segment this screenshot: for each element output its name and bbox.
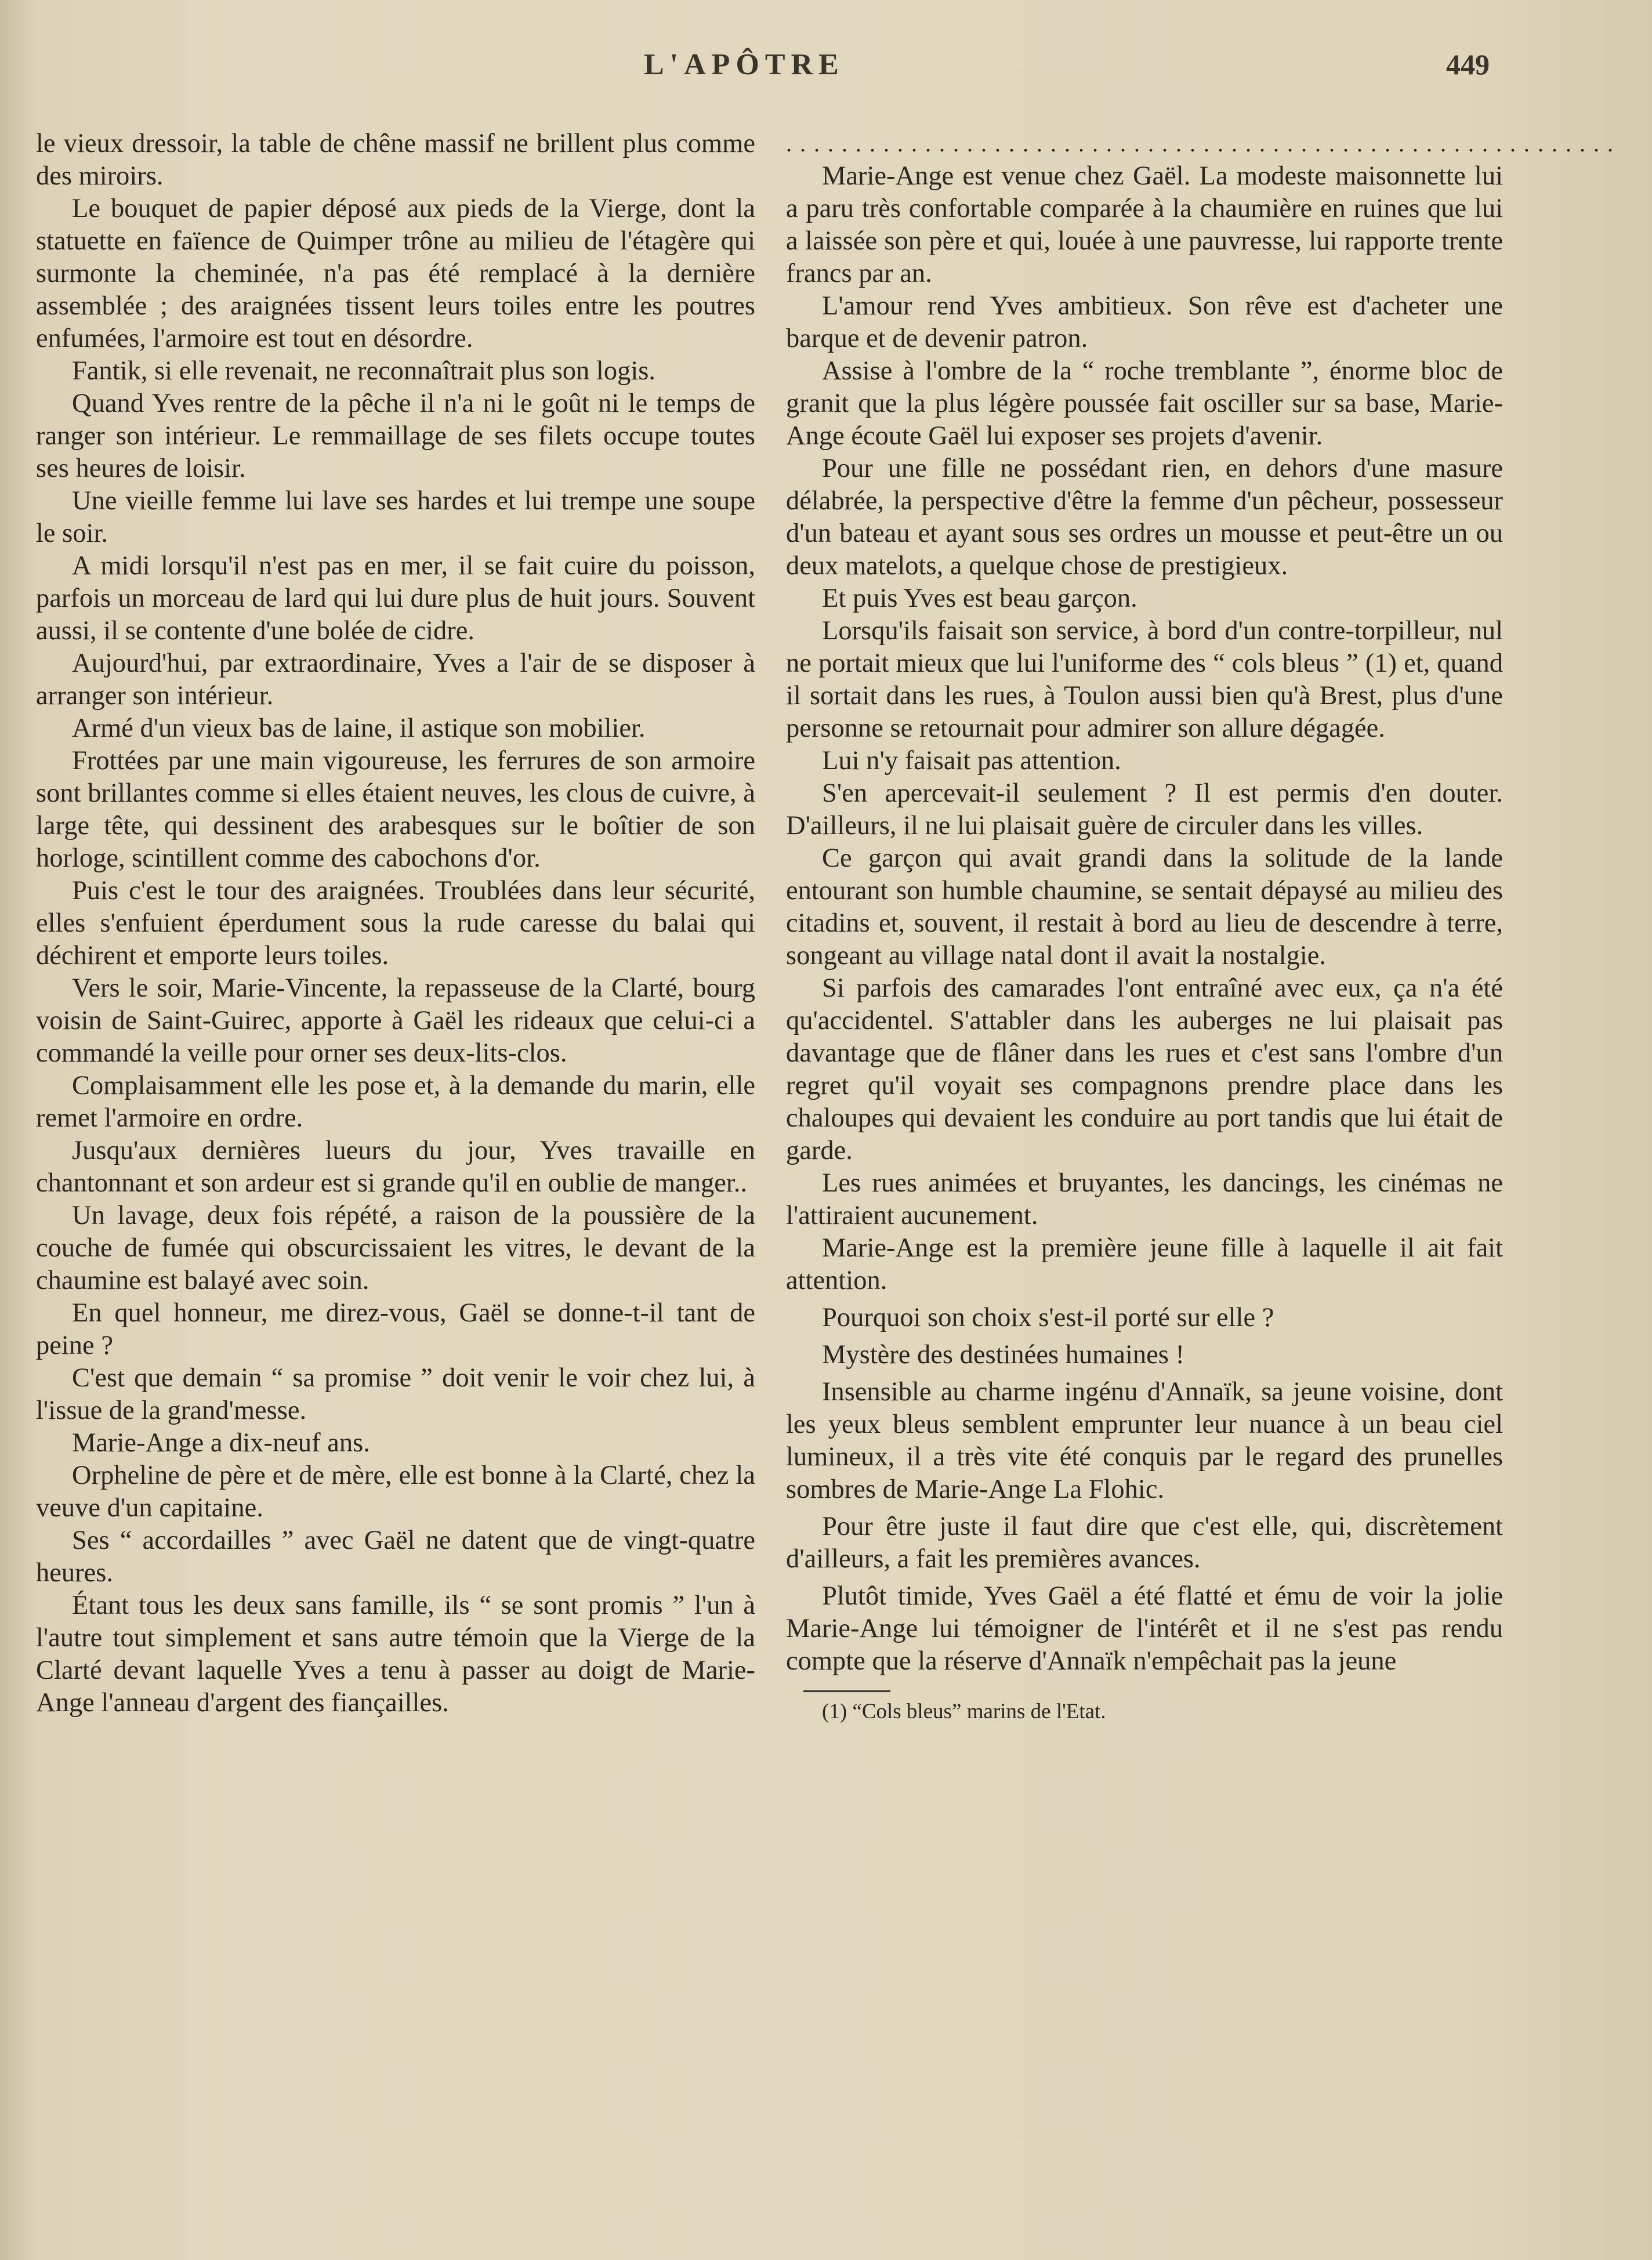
paragraph: Un lavage, deux fois répété, a raison de la poussière de la couche de fumée qui obscurcissaient les vitres, le devant de la chaumine est balayé avec soin. [36,1201,755,1295]
page-number: 449 [1446,48,1490,81]
paragraph: Marie-Ange a dix-neuf ans. [72,1428,370,1458]
right-column [786,128,1621,1725]
paragraph: Jusqu'aux dernières lueurs du jour, Yves travaille en chantonnant et son ardeur est si grande qu'il en oublie de manger.. [36,1136,755,1198]
paragraph: En quel honneur, me direz-vous, Gaël se donne-t-il tant de peine ? [36,1298,755,1360]
section-separator: ............................................................ [786,131,1621,157]
paragraph: Le bouquet de papier déposé aux pieds de la Vierge, dont la statuette en faïence de Quimper trône au milieu de l'étagère qui surmonte la cheminée, n'a pas été remplacé à la dernière assemblée ; des araignées tissent leurs toiles entre les poutres enfumées, l'armoire est tout en désordre. [36,194,755,353]
paragraph: Fantik, si elle revenait, ne reconnaîtrait plus son logis. [72,356,655,386]
paragraph: Pourquoi son choix s'est-il porté sur elle ? [822,1303,1274,1332]
left-column [36,128,755,1719]
paragraph: Vers le soir, Marie-Vincente, la repasseuse de la Clarté, bourg voisin de Saint-Guirec, apporte à Gaël les rideaux que celui-ci a commandé la veille pour orner ses deux-lits-clos. [36,973,755,1068]
paragraph: Pour être juste il faut dire que c'est elle, qui, discrètement d'ailleurs, a fait les premières avances. [786,1512,1503,1574]
paragraph: Étant tous les deux sans famille, ils “ se sont promis ” l'un à l'autre tout simplement et sans autre témoin que la Vierge de la Clarté devant laquelle Yves a tenu à passer au doigt de Marie-Ange l'anneau d'argent des fiançailles. [36,1591,755,1718]
paragraph: Lui n'y faisait pas attention. [822,746,1121,776]
paragraph: Assise à l'ombre de la “ roche tremblante ”, énorme bloc de granit que la plus légère poussée fait osciller sur sa base, Marie-Ange écoute Gaël lui exposer ses projets d'avenir. [786,356,1503,451]
footnote-rule [803,1690,890,1692]
paragraph: Et puis Yves est beau garçon. [822,584,1137,613]
paragraph: Plutôt timide, Yves Gaël a été flatté et ému de voir la jolie Marie-Ange lui témoigner de l'intérêt et il ne s'est pas rendu compte que la réserve d'Annaïk n'empêchait pas la jeune [786,1581,1503,1676]
paragraph: Puis c'est le tour des araignées. Troublées dans leur sécurité, elles s'enfuient éperdument sous la rude caresse du balai qui déchirent et emporte leurs toiles. [36,876,755,970]
paragraph: Aujourd'hui, par extraordinaire, Yves a l'air de se disposer à arranger son intérieur. [36,649,755,711]
paragraph: Une vieille femme lui lave ses hardes et lui trempe une soupe le soir. [36,486,755,548]
running-title: L'APÔTRE [644,48,845,81]
paragraph: le vieux dressoir, la table de chêne massif ne brillent plus comme des miroirs. [36,129,755,191]
paragraph: Pour une fille ne possédant rien, en dehors d'une masure délabrée, la perspective d'être la femme d'un pêcheur, possesseur d'un bateau et ayant sous ses ordres un mousse et peut-être un ou deux matelots, a quelque chose de prestigieux. [786,454,1503,581]
page-header [0,48,1652,88]
paragraph: Lorsqu'ils faisait son service, à bord d'un contre-torpilleur, nul ne portait mieux que lui l'uniforme des “ cols bleus ” (1) et, quand il sortait dans les rues, à Toulon aussi bien qu'à Brest, plus d'une personne se retournait pour admirer son allure dégagée. [786,616,1503,743]
paragraph: L'amour rend Yves ambitieux. Son rêve est d'acheter une barque et de devenir patron. [786,291,1503,353]
paragraph: Marie-Ange est la première jeune fille à laquelle il ait fait attention. [786,1233,1503,1295]
paragraph: Complaisamment elle les pose et, à la demande du marin, elle remet l'armoire en ordre. [36,1071,755,1133]
paragraph: Insensible au charme ingénu d'Annaïk, sa jeune voisine, dont les yeux bleus semblent emprunter leur nuance à un beau ciel lumineux, il a très vite été conquis par le regard des prunelles sombres de Marie-Ange La Flohic. [786,1377,1503,1504]
paragraph: Frottées par une main vigoureuse, les ferrures de son armoire sont brillantes comme si elles étaient neuves, les clous de cuivre, à large tête, qui dessinent des arabesques sur le boîtier de son horloge, scintillent comme des cabochons d'or. [36,746,755,873]
paragraph: C'est que demain “ sa promise ” doit venir le voir chez lui, à l'issue de la grand'messe. [36,1363,755,1425]
paragraph: Orpheline de père et de mère, elle est bonne à la Clarté, chez la veuve d'un capitaine. [36,1461,755,1523]
paragraph: Mystère des destinées humaines ! [822,1340,1185,1370]
paragraph: Marie-Ange est venue chez Gaël. La modeste maisonnette lui a paru très confortable comparée à la chaumière en ruines que lui a laissée son père et qui, louée à une pauvresse, lui rapporte trente francs par an. [786,161,1503,288]
paragraph: S'en apercevait-il seulement ? Il est permis d'en douter. D'ailleurs, il ne lui plaisait guère de circuler dans les villes. [786,778,1503,841]
paragraph: Ce garçon qui avait grandi dans la solitude de la lande entourant son humble chaumine, se sentait dépaysé au milieu des citadins et, souvent, il restait à bord au lieu de descendre à terre, songeant au village natal dont il avait la nostalgie. [786,843,1503,970]
paragraph: Armé d'un vieux bas de laine, il astique son mobilier. [72,714,646,743]
footnote: (1) “Cols bleus” marins de l'Etat. [822,1700,1106,1723]
paragraph: Les rues animées et bruyantes, les dancings, les cinémas ne l'attiraient aucunement. [786,1168,1503,1230]
paragraph: Ses “ accordailles ” avec Gaël ne datent que de vingt-quatre heures. [36,1526,755,1588]
paragraph: Si parfois des camarades l'ont entraîné avec eux, ça n'a été qu'accidentel. S'attabler dans les auberges ne lui plaisait pas davantage que de flâner dans les rues et c'est sans l'ombre d'un regret qu'il voyait ses compagnons prendre place dans les chaloupes qui devaient les conduire au port tandis que lui était de garde. [786,973,1503,1165]
paragraph: A midi lorsqu'il n'est pas en mer, il se fait cuire du poisson, parfois un morceau de lard qui lui dure plus de huit jours. Souvent aussi, il se contente d'une bolée de cidre. [36,551,755,646]
paragraph: Quand Yves rentre de la pêche il n'a ni le goût ni le temps de ranger son intérieur. Le remmaillage de ses filets occupe toutes ses heures de loisir. [36,389,755,483]
